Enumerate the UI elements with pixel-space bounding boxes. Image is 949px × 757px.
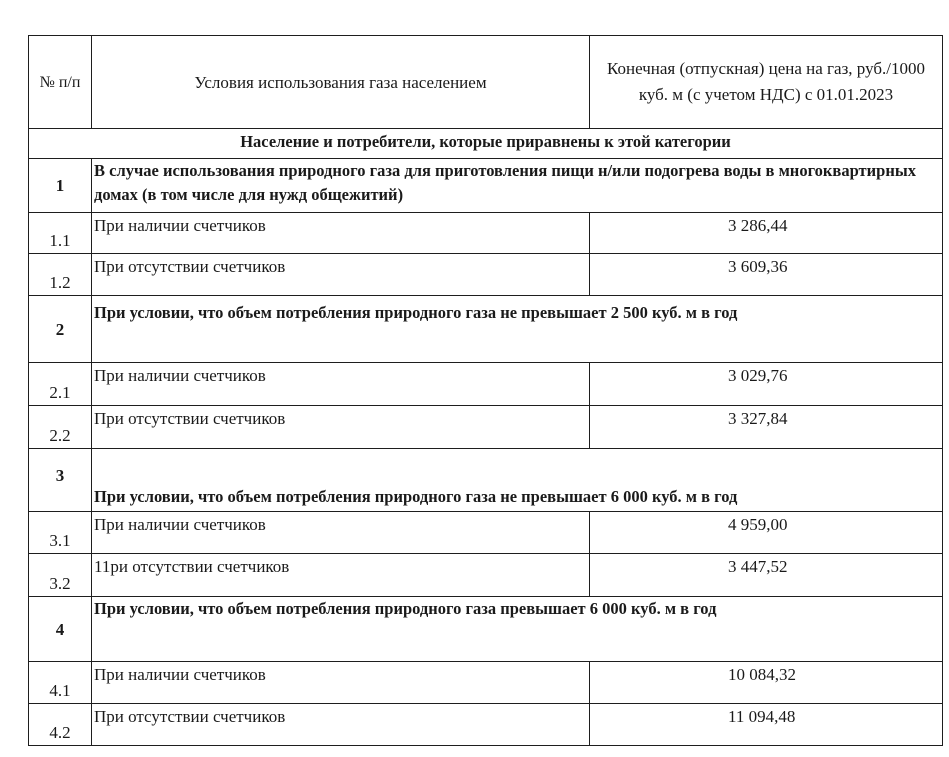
row-price: 4 959,00 — [590, 512, 943, 554]
row-condition: При отсутствии счетчиков — [92, 406, 590, 449]
row-number: 4.2 — [29, 704, 92, 746]
group-number: 2 — [29, 296, 92, 363]
group-number: 3 — [29, 449, 92, 512]
table-row — [29, 363, 943, 406]
table-row — [29, 662, 943, 704]
group-condition: При условии, что объем потребления природного газа не превышает 6 000 куб. м в год — [92, 449, 943, 512]
header-row — [29, 36, 943, 129]
header-price-cell: Конечная (отпускная) цена на газ, руб./1000 куб. м (с учетом НДС) с 01.01.2023 — [590, 36, 943, 129]
tariff-document — [28, 35, 942, 740]
row-price: 3 327,84 — [590, 406, 943, 449]
row-number: 2.1 — [29, 363, 92, 406]
table-row — [29, 512, 943, 554]
row-price: 3 447,52 — [590, 554, 943, 597]
row-price: 3 609,36 — [590, 254, 943, 296]
row-number: 3.2 — [29, 554, 92, 597]
row-price: 3 029,76 — [590, 363, 943, 406]
category-title: Население и потребители, которые приравнены к этой категории — [29, 129, 943, 159]
table-row — [29, 254, 943, 296]
row-condition: При наличии счетчиков — [92, 363, 590, 406]
row-condition: При наличии счетчиков — [92, 512, 590, 554]
row-condition: 11ри отсутствии счетчиков — [92, 554, 590, 597]
row-condition: При отсутствии счетчиков — [92, 704, 590, 746]
table-row — [29, 406, 943, 449]
row-number: 1.1 — [29, 213, 92, 254]
row-price: 10 084,32 — [590, 662, 943, 704]
table-row — [29, 554, 943, 597]
table-row — [29, 213, 943, 254]
group-condition: При условии, что объем потребления природного газа превышает 6 000 куб. м в год — [92, 597, 943, 662]
group-number: 1 — [29, 159, 92, 213]
row-condition: При наличии счетчиков — [92, 662, 590, 704]
group-condition: При условии, что объем потребления природного газа не превышает 2 500 куб. м в год — [92, 296, 943, 363]
gas-price-table — [28, 35, 943, 746]
row-price: 11 094,48 — [590, 704, 943, 746]
category-row — [29, 129, 943, 159]
group-row — [29, 597, 943, 662]
group-row — [29, 296, 943, 363]
row-number: 1.2 — [29, 254, 92, 296]
group-condition: В случае использования природного газа для приготовления пищи н/или подогрева воды в многоквартирных домах (в том числе для нужд общежитий) — [92, 159, 943, 213]
table-row — [29, 704, 943, 746]
group-row — [29, 159, 943, 213]
header-condition-cell: Условия использования газа населением — [92, 36, 590, 129]
row-condition: При наличии счетчиков — [92, 213, 590, 254]
header-num-cell: № п/п — [29, 36, 92, 129]
row-number: 3.1 — [29, 512, 92, 554]
group-row — [29, 449, 943, 512]
row-condition: При отсутствии счетчиков — [92, 254, 590, 296]
row-number: 2.2 — [29, 406, 92, 449]
row-price: 3 286,44 — [590, 213, 943, 254]
group-number: 4 — [29, 597, 92, 662]
row-number: 4.1 — [29, 662, 92, 704]
